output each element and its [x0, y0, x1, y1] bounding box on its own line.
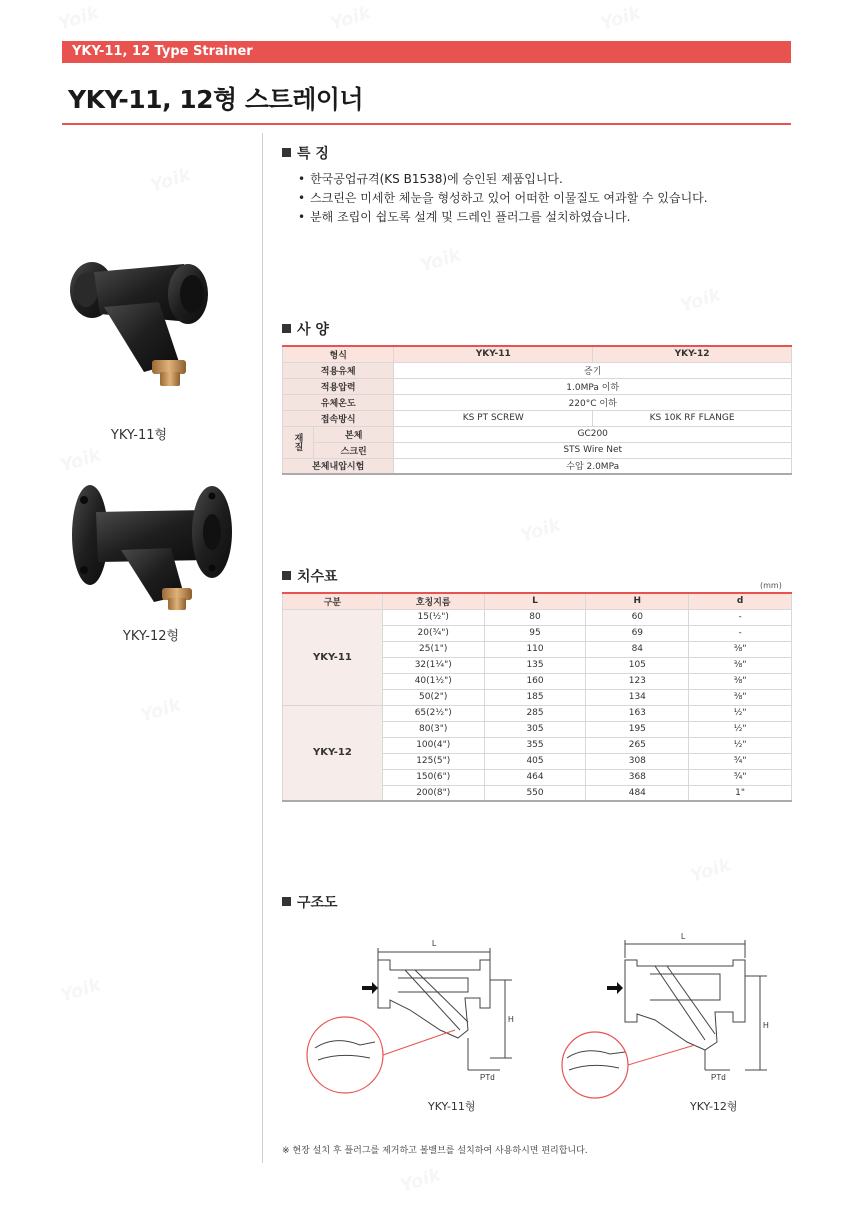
table-cell: 1"	[689, 785, 792, 801]
table-header-cell: d	[689, 593, 792, 609]
table-cell: 464	[484, 769, 586, 785]
table-cell: 재질	[283, 426, 314, 458]
dimension-table-body	[283, 609, 792, 801]
product-caption: YKY-12형	[122, 629, 180, 644]
table-cell: -	[689, 625, 792, 641]
table-cell: 증기	[394, 362, 792, 378]
header-bar: YKY-11, 12 Type Strainer	[62, 41, 791, 63]
table-cell: 220°C 이하	[394, 394, 792, 410]
table-cell: 285	[484, 705, 586, 721]
list-item: • 스크린은 미세한 체눈을 형성하고 있어 어떠한 이물질도 여과할 수 있습니다.	[298, 189, 708, 208]
spec-heading: 사 양	[282, 319, 329, 339]
square-bullet-icon	[282, 571, 291, 580]
footnote: ※ 현장 설치 후 플러그를 제거하고 볼밸브를 설치하여 사용하시면 편리합니다.	[282, 1146, 588, 1156]
table-row	[283, 442, 792, 458]
features-heading: 특 징	[282, 143, 329, 163]
table-header-cell: 구분	[283, 593, 383, 609]
table-cell: 유체온도	[283, 394, 394, 410]
svg-text:PTd: PTd	[480, 1073, 495, 1082]
table-cell: KS PT SCREW	[394, 410, 593, 426]
table-row	[283, 458, 792, 474]
group-cell: YKY-11	[283, 609, 383, 705]
table-cell: ⅜"	[689, 641, 792, 657]
yky12-cross-section-icon	[555, 930, 785, 1100]
watermark: Yoik	[327, 2, 374, 35]
watermark: Yoik	[137, 694, 184, 727]
table-header-cell: 형식	[283, 346, 394, 362]
table-row	[283, 593, 792, 609]
title-divider	[62, 123, 791, 125]
table-header-cell: H	[586, 593, 689, 609]
yky11-cross-section-icon	[290, 930, 530, 1100]
svg-text:L: L	[432, 939, 437, 948]
watermark: Yoik	[57, 974, 104, 1007]
svg-text:H: H	[763, 1021, 769, 1030]
table-cell: 95	[484, 625, 586, 641]
dimensions-heading: 치수표	[282, 566, 338, 586]
table-cell: 60	[586, 609, 689, 625]
structure-drawing-yky11	[290, 930, 530, 1100]
table-cell: 355	[484, 737, 586, 753]
table-cell: 484	[586, 785, 689, 801]
square-bullet-icon	[282, 897, 291, 906]
table-cell: 본체	[314, 426, 394, 442]
table-cell: 1.0MPa 이하	[394, 378, 792, 394]
table-cell: ⅜"	[689, 689, 792, 705]
table-cell: 123	[586, 673, 689, 689]
table-cell: 80(3")	[382, 721, 484, 737]
table-cell: 265	[586, 737, 689, 753]
group-cell: YKY-12	[283, 705, 383, 801]
watermark: Yoik	[687, 854, 734, 887]
product-yky11	[64, 252, 214, 443]
table-header-cell: L	[484, 593, 586, 609]
table-cell: 적용유체	[283, 362, 394, 378]
table-cell: ¾"	[689, 753, 792, 769]
table-cell: KS 10K RF FLANGE	[593, 410, 792, 426]
table-row	[283, 394, 792, 410]
square-bullet-icon	[282, 148, 291, 157]
features-list	[298, 170, 708, 227]
table-cell: 135	[484, 657, 586, 673]
svg-text:PTd: PTd	[711, 1073, 726, 1082]
table-cell: 50(2")	[382, 689, 484, 705]
watermark: Yoik	[397, 1164, 444, 1197]
table-cell: ½"	[689, 721, 792, 737]
table-row	[283, 346, 792, 362]
drawing-caption: YKY-11형	[428, 1100, 476, 1113]
table-cell: 40(1½")	[382, 673, 484, 689]
dimension-table	[282, 592, 792, 802]
table-cell: ⅜"	[689, 673, 792, 689]
table-cell: 접속방식	[283, 410, 394, 426]
table-cell: 본체내압시험	[283, 458, 394, 474]
watermark: Yoik	[597, 2, 644, 35]
table-cell: 163	[586, 705, 689, 721]
table-cell: 200(8")	[382, 785, 484, 801]
svg-text:L: L	[681, 932, 686, 941]
table-cell: 수압 2.0MPa	[394, 458, 792, 474]
table-row	[283, 410, 792, 426]
table-row	[283, 378, 792, 394]
threaded-y-strainer-photo-icon	[64, 252, 214, 402]
table-cell: 150(6")	[382, 769, 484, 785]
table-cell: 195	[586, 721, 689, 737]
column-divider	[262, 133, 263, 1163]
table-cell: 32(1¼")	[382, 657, 484, 673]
spec-table	[282, 345, 792, 475]
table-cell: STS Wire Net	[394, 442, 792, 458]
product-yky12	[66, 480, 236, 644]
watermark: Yoik	[517, 514, 564, 547]
table-cell: GC200	[394, 426, 792, 442]
table-cell: 185	[484, 689, 586, 705]
list-item: • 분해 조립이 쉽도록 설계 및 드레인 플러그를 설치하였습니다.	[298, 208, 708, 227]
table-cell: 65(2½")	[382, 705, 484, 721]
table-cell: 적용압력	[283, 378, 394, 394]
table-row	[283, 705, 792, 721]
structure-heading: 구조도	[282, 892, 338, 912]
table-cell: 160	[484, 673, 586, 689]
svg-text:H: H	[508, 1015, 514, 1024]
table-cell: 105	[586, 657, 689, 673]
table-cell: 305	[484, 721, 586, 737]
table-cell: 125(5")	[382, 753, 484, 769]
drawing-caption: YKY-12형	[690, 1100, 738, 1113]
table-cell: 84	[586, 641, 689, 657]
product-caption: YKY-11형	[110, 428, 168, 443]
watermark: Yoik	[147, 164, 194, 197]
table-cell: 550	[484, 785, 586, 801]
table-cell: 20(¾")	[382, 625, 484, 641]
table-cell: ½"	[689, 737, 792, 753]
table-cell: ⅜"	[689, 657, 792, 673]
structure-drawing-yky12	[555, 930, 785, 1100]
table-cell: 15(½")	[382, 609, 484, 625]
table-header-cell: YKY-11	[394, 346, 593, 362]
table-cell: 100(4")	[382, 737, 484, 753]
table-cell: 405	[484, 753, 586, 769]
table-cell: ¾"	[689, 769, 792, 785]
table-cell: ½"	[689, 705, 792, 721]
table-cell: 80	[484, 609, 586, 625]
table-cell: 308	[586, 753, 689, 769]
table-row	[283, 362, 792, 378]
table-cell: 스크린	[314, 442, 394, 458]
table-cell: 25(1")	[382, 641, 484, 657]
page-title: YKY-11, 12형 스트레이너	[68, 85, 364, 114]
table-cell: 110	[484, 641, 586, 657]
watermark: Yoik	[417, 244, 464, 277]
watermark: Yoik	[57, 444, 104, 477]
square-bullet-icon	[282, 324, 291, 333]
table-header-cell: YKY-12	[593, 346, 792, 362]
unit-label: (mm)	[760, 581, 782, 590]
table-row	[283, 426, 792, 442]
table-cell: 134	[586, 689, 689, 705]
table-cell: -	[689, 609, 792, 625]
watermark: Yoik	[55, 2, 102, 35]
list-item: • 한국공업규격(KS B1538)에 승인된 제품입니다.	[298, 170, 708, 189]
table-cell: 69	[586, 625, 689, 641]
flanged-y-strainer-photo-icon	[66, 480, 236, 615]
table-header-cell: 호칭지름	[382, 593, 484, 609]
table-row	[283, 609, 792, 625]
table-cell: 368	[586, 769, 689, 785]
watermark: Yoik	[677, 284, 724, 317]
